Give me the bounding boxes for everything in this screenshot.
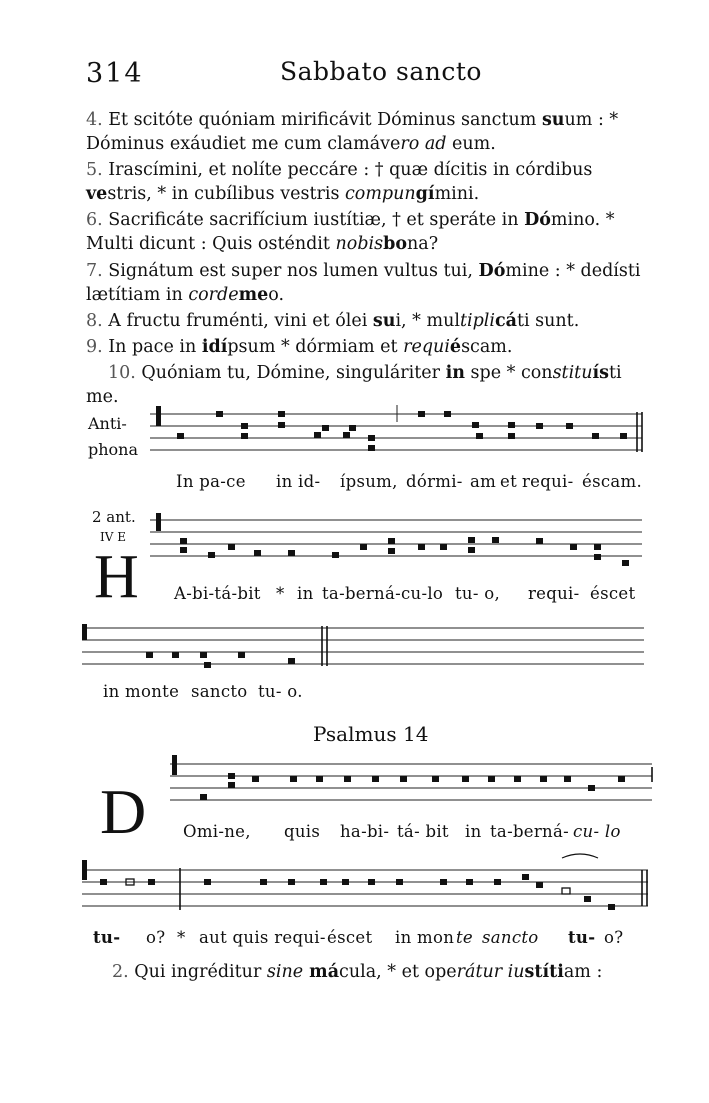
drop-cap-h: H	[94, 543, 139, 611]
lyric-syllable: A-bi-tá-bit	[174, 584, 261, 603]
c-clef	[82, 860, 87, 880]
lyric-syllable: o?	[604, 928, 624, 947]
c-clef	[82, 624, 87, 640]
lyric-syllable: ta-berná-	[490, 822, 569, 841]
lyric-syllable: tá- bit	[397, 822, 449, 841]
lyric-syllable: in id-	[276, 472, 321, 491]
lyric-syllable: in	[297, 584, 314, 603]
lyric-syllable: tu- o.	[258, 682, 303, 701]
lyric-syllable: in	[465, 822, 482, 841]
staff-lines	[82, 628, 644, 664]
psalm-staff	[170, 752, 655, 812]
neumes	[177, 405, 627, 451]
neumes	[180, 537, 629, 566]
lyric-syllable: cu- lo	[573, 822, 621, 841]
page-title: Sabbato sancto	[280, 57, 482, 86]
lyric-syllable: tu-	[93, 928, 121, 947]
lyric-syllable: sancto	[191, 682, 248, 701]
verse-8: 8. A fructu fruménti, vini et ólei sui, * multiplicáti sunt.	[86, 311, 580, 331]
lyric-syllable: sancto	[482, 928, 539, 947]
lyric-syllable: o?	[146, 928, 166, 947]
staff-lines	[150, 520, 642, 556]
lyric-syllable: tu-	[568, 928, 596, 947]
antiphon-staff	[150, 400, 650, 470]
neumes	[200, 773, 625, 800]
psalm-staff-continued	[82, 858, 652, 922]
lyric-syllable: requi-	[522, 472, 574, 491]
lyric-syllable: ha-bi-	[340, 822, 390, 841]
neumes	[146, 652, 295, 668]
lyric-syllable: Omi-ne,	[183, 822, 251, 841]
lyric-syllable: éscet	[590, 584, 636, 603]
lyric-syllable: ípsum,	[340, 472, 398, 491]
lyric-syllable: *	[177, 928, 186, 947]
lyric-syllable: aut quis requi-	[199, 928, 326, 947]
lyric-syllable: requi-	[528, 584, 580, 603]
lyric-syllable: éscet	[327, 928, 373, 947]
c-clef	[156, 406, 161, 426]
c-clef	[156, 513, 161, 531]
staff-lines	[170, 764, 652, 800]
lyric-syllable: dórmi-	[406, 472, 463, 491]
lyric-syllable: et	[500, 472, 517, 491]
staff-lines	[150, 414, 642, 450]
drop-cap-d: D	[100, 776, 147, 847]
neumes	[100, 868, 615, 910]
antiphon-number: 2 ant.	[92, 508, 136, 526]
lyric-syllable: am	[470, 472, 497, 491]
lyric-syllable: In pa-ce	[176, 472, 246, 491]
lyric-syllable: ta-berná-cu-lo	[322, 584, 444, 603]
antiphon2-staff-continued	[82, 618, 652, 678]
psalm-title: Psalmus 14	[313, 722, 429, 746]
lyric-syllable: te	[456, 928, 473, 947]
antiphon2-staff	[150, 508, 650, 578]
verse-2: 2. Qui ingréditur sine mácula, * et operátur iustítiam :	[112, 962, 603, 982]
verse-9: 9. In pace in idípsum * dórmiam et requiéscam.	[86, 337, 513, 357]
lyric-syllable: in monte	[103, 682, 180, 701]
lyric-syllable: quis	[284, 822, 321, 841]
page-number: 314	[86, 58, 144, 89]
mode-label: IV E	[100, 530, 126, 544]
verse-5: 5. Irascímini, et nolíte peccáre : † quæ dícitis in córdibus vestris, * in cubílibus vestris compungímini.	[86, 160, 593, 204]
verse-7: 7. Signátum est super nos lumen vultus tui, Dómine : * dedísti lætítiam in cordemeo.	[86, 261, 641, 305]
lyric-syllable: tu- o,	[455, 584, 501, 603]
lyric-syllable: in mon	[395, 928, 455, 947]
antiphon-label-2: phona	[88, 440, 139, 459]
lyric-syllable: *	[276, 584, 285, 603]
lyric-syllable: éscam.	[582, 472, 643, 491]
verse-6: 6. Sacrificáte sacrifícium iustítiæ, † et speráte in Dómino. * Multi dicunt : Quis osténdit nobisbona?	[86, 210, 615, 254]
c-clef	[172, 755, 177, 775]
verse-10: 10. Quóniam tu, Dómine, singuláriter in spe * constituísti me.	[86, 363, 622, 407]
antiphon-label-1: Anti-	[88, 414, 127, 433]
verse-4: 4. Et scitóte quóniam mirificávit Dóminus sanctum suum : * Dóminus exáudiet me cum clamávero ad eum.	[86, 110, 619, 154]
